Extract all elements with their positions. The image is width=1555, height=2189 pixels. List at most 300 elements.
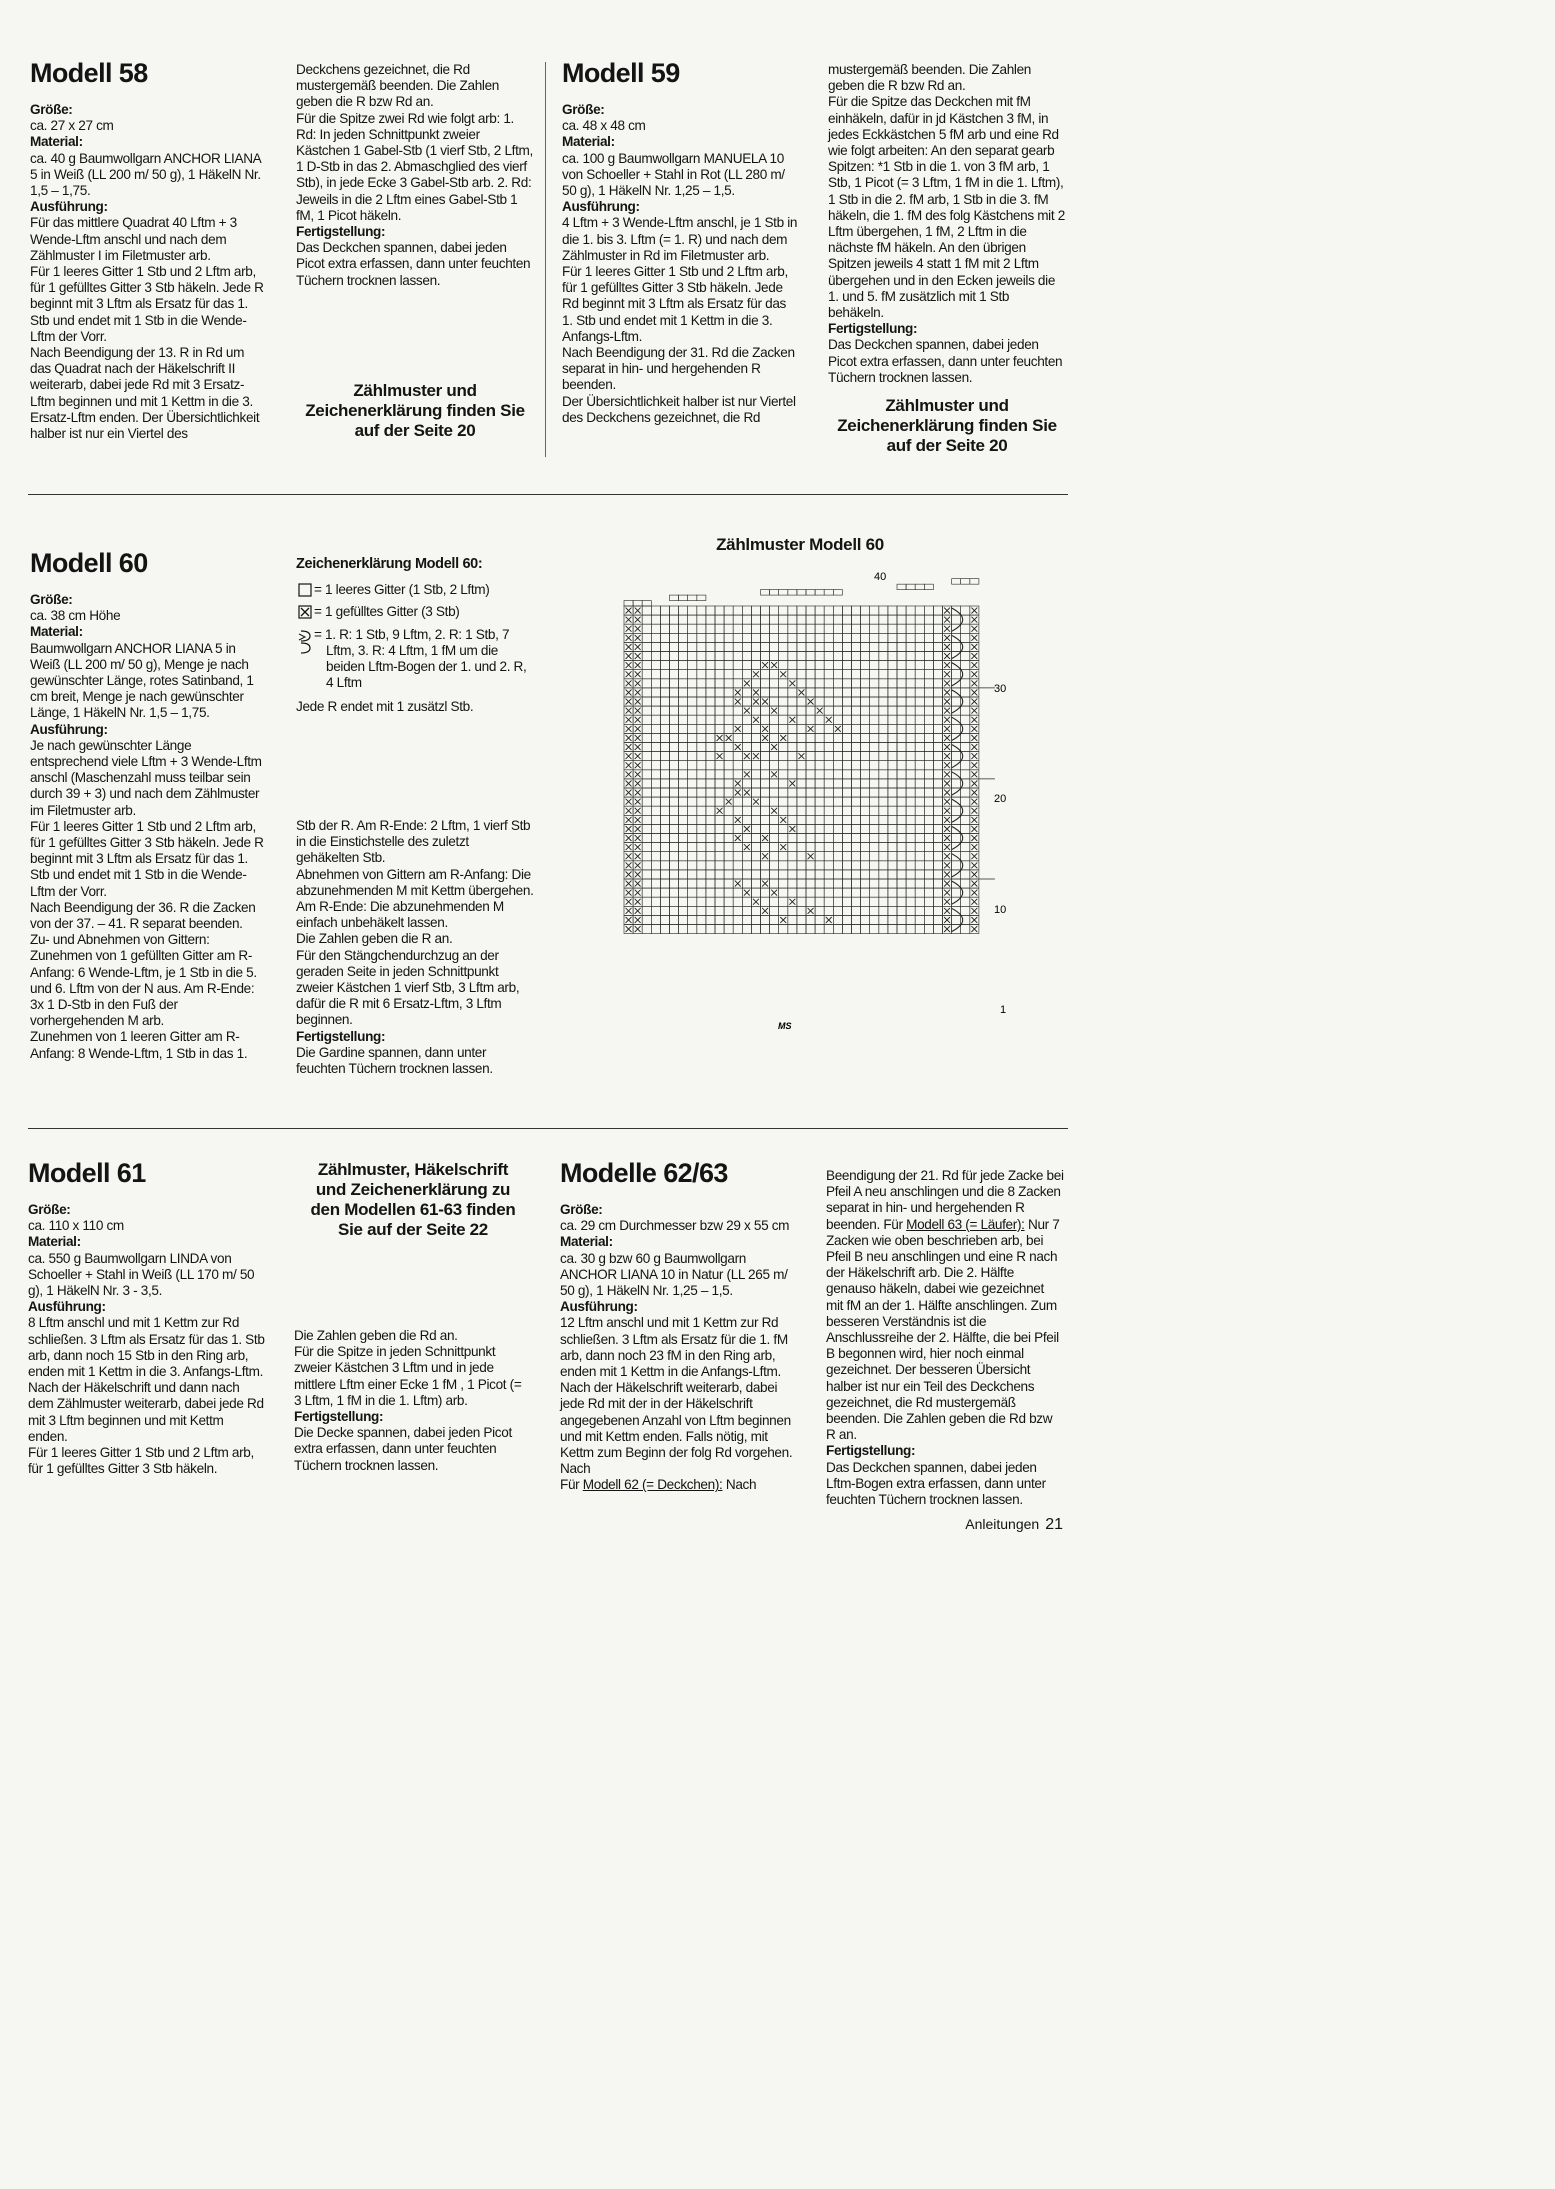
- grid-cell: [952, 888, 961, 897]
- grid-cell: [761, 870, 770, 879]
- section-divider: [28, 1128, 1068, 1129]
- grid-cell: [870, 843, 879, 852]
- grid-cell: [961, 925, 970, 934]
- grid-cell: [842, 806, 851, 815]
- grid-cell: [797, 888, 806, 897]
- filled-cell: [626, 626, 632, 632]
- grid-cell: [688, 715, 697, 724]
- grid-cell: [651, 925, 660, 934]
- grid-cell: [670, 806, 679, 815]
- grid-cell: [642, 715, 651, 724]
- grid-cell: [924, 824, 933, 833]
- grid-cell: [651, 733, 660, 742]
- grid-cell: [715, 688, 724, 697]
- filled-cell: [944, 899, 950, 905]
- grid-cell: [779, 925, 788, 934]
- grid-cell: [915, 770, 924, 779]
- grid-cell: [952, 724, 961, 733]
- grid-cell: [706, 688, 715, 697]
- fertigstellung-text: Die Gardine spannen, dann unter feuchten Tüchern trocknen lassen.: [296, 1044, 493, 1077]
- grid-cell: [824, 852, 833, 861]
- grid-cell: [933, 624, 942, 633]
- grid-cell: [797, 834, 806, 843]
- continued-paragraph: Stb der R. Am R-Ende: 2 Lftm, 1 vierf Stb in die Einstichstelle des zuletzt gehäkelten Stb.: [296, 818, 531, 866]
- grid-cell: [915, 679, 924, 688]
- grid-cell: [706, 770, 715, 779]
- grid-cell: [697, 925, 706, 934]
- ausfuehrung-paragraph: Nach Beendigung der 36. R die Zacken von der 37. – 41. R separat beenden.: [30, 899, 256, 932]
- grid-cell: [697, 897, 706, 906]
- grid-cell: [806, 761, 815, 770]
- grid-cell: [733, 652, 742, 661]
- grid-cell: [842, 897, 851, 906]
- grid-cell: [697, 843, 706, 852]
- grid-cell: [688, 615, 697, 624]
- ausfuehrung-paragraph: 8 Lftm anschl und mit 1 Kettm zur Rd schließen. 3 Lftm als Ersatz für das 1. Stb arb, dann noch 15 Stb in den Ring arb, enden mit 1 Kettm in die 3. Anfangs-Lftm. Nach der Häkelschrift und dann nach dem Zählmuster weiterarb, dabei jede Rd mit 3 Lftm beginnen und mit Kettm enden.: [28, 1315, 265, 1444]
- grid-cell: [779, 852, 788, 861]
- grid-cell: [779, 788, 788, 797]
- grid-cell: [660, 834, 669, 843]
- filled-cell: [717, 735, 723, 741]
- grid-cell: [870, 752, 879, 761]
- grid-cell: [888, 906, 897, 915]
- filled-cell: [944, 735, 950, 741]
- footer-section-label: Anleitungen: [965, 1516, 1040, 1532]
- grid-cell: [788, 797, 797, 806]
- grid-cell: [770, 642, 779, 651]
- chart-title: Zählmuster Modell 60: [716, 535, 884, 554]
- grid-cell: [779, 888, 788, 897]
- filled-cell: [789, 826, 795, 832]
- grid-cell: [852, 915, 861, 924]
- grid-cell: [924, 770, 933, 779]
- grid-cell: [788, 879, 797, 888]
- grid-cell: [733, 706, 742, 715]
- grid-cell: [733, 679, 742, 688]
- grid-cell: [642, 788, 651, 797]
- grid-cell: [706, 633, 715, 642]
- grid-cell: [724, 834, 733, 843]
- filled-cell: [635, 762, 641, 768]
- filled-cell: [971, 926, 977, 932]
- grid-cell: [924, 688, 933, 697]
- filled-cell: [944, 617, 950, 623]
- grid-cell: [651, 843, 660, 852]
- grid-cell: [833, 606, 842, 615]
- grid-cell: [888, 661, 897, 670]
- grid-cell: [742, 761, 751, 770]
- grid-cell: [870, 770, 879, 779]
- groesse-value: ca. 110 x 110 cm: [28, 1218, 124, 1234]
- filled-cell: [635, 690, 641, 696]
- grid-cell: [788, 806, 797, 815]
- grid-cell: [715, 652, 724, 661]
- grid-cell: [779, 743, 788, 752]
- grid-cell: [733, 915, 742, 924]
- grid-cell: [642, 606, 651, 615]
- grid-cell: [879, 706, 888, 715]
- grid-cell: [888, 815, 897, 824]
- grid-cell: [961, 824, 970, 833]
- grid-cell: [788, 815, 797, 824]
- grid-cell: [824, 652, 833, 661]
- filled-cell: [744, 680, 750, 686]
- grid-cell: [751, 879, 760, 888]
- grid-cell: [897, 834, 906, 843]
- grid-cell: [697, 733, 706, 742]
- grid-cell: [660, 606, 669, 615]
- grid-cell: [761, 761, 770, 770]
- grid-cell: [852, 733, 861, 742]
- grid-cell: [824, 870, 833, 879]
- grid-cell: [888, 761, 897, 770]
- grid-cell: [733, 770, 742, 779]
- legend-item-empty: [296, 582, 534, 598]
- filled-cell: [744, 708, 750, 714]
- groesse-label: Größe:: [30, 102, 73, 117]
- grid-cell: [879, 615, 888, 624]
- grid-cell: [861, 779, 870, 788]
- grid-cell: [706, 879, 715, 888]
- grid-cell: [906, 824, 915, 833]
- grid-cell: [797, 852, 806, 861]
- filled-cell: [835, 726, 841, 732]
- grid-cell: [897, 761, 906, 770]
- material-label: Material:: [560, 1234, 613, 1250]
- grid-cell: [688, 834, 697, 843]
- grid-cell: [833, 652, 842, 661]
- filled-cell: [635, 853, 641, 859]
- filled-cell: [626, 744, 632, 750]
- grid-cell: [742, 925, 751, 934]
- grid-cell: [852, 743, 861, 752]
- grid-cell: [852, 852, 861, 861]
- grid-cell: [879, 906, 888, 915]
- grid-cell: [751, 806, 760, 815]
- grid-cell: [697, 715, 706, 724]
- grid-cell: [879, 642, 888, 651]
- grid-cell: [924, 661, 933, 670]
- grid-cell: [852, 679, 861, 688]
- grid-cell: [824, 624, 833, 633]
- grid-cell: [870, 697, 879, 706]
- grid-cell: [806, 915, 815, 924]
- grid-cell: [824, 797, 833, 806]
- grid-cell: [906, 906, 915, 915]
- grid-cell: [751, 770, 760, 779]
- grid-cell: [879, 688, 888, 697]
- grid-cell: [933, 724, 942, 733]
- filled-cell: [971, 644, 977, 650]
- grid-cell: [660, 670, 669, 679]
- ausfuehrung-label: Ausführung:: [30, 199, 108, 215]
- grid-cell: [897, 906, 906, 915]
- grid-cell: [724, 679, 733, 688]
- grid-cell: [870, 606, 879, 615]
- grid-cell: [679, 870, 688, 879]
- grid-cell: [642, 852, 651, 861]
- grid-cell: [715, 925, 724, 934]
- grid-cell: [733, 925, 742, 934]
- grid-cell: [788, 688, 797, 697]
- grid-cell: [806, 824, 815, 833]
- grid-cell: [852, 906, 861, 915]
- grid-cell: [724, 915, 733, 924]
- grid-cell: [933, 897, 942, 906]
- grid-cell: [724, 697, 733, 706]
- grid-cell: [742, 661, 751, 670]
- grid-cell: [779, 688, 788, 697]
- grid-cell: [906, 679, 915, 688]
- continued-paragraph: Für die Spitze das Deckchen mit fM einhäkeln, dafür in jd Kästchen 3 fM, in jedes Eckkästchen 5 fM arb und eine Rd wie folgt arbeiten: An den separat gearb Spitzen: *1 Stb in die 1. von 3 fM arb, 1 Stb, 1 Picot (= 3 Lftm, 1 fM in die 1. Lftm), 1 Stb in die 2. fM arb, 1 Stb in die 3. fM häkeln, die 1. fM des folg Kästchens mit 2 Lftm übergehen, 1 fM, 2 Lftm in die nächste fM häkeln. An den übrigen Spitzen jeweils 4 statt 1 fM mit 2 Lftm übergehen und in den Ecken jeweils die 1. und 5. fM zusätzlich mit 1 Stb behäkeln.: [828, 94, 1065, 321]
- grid-cell: [715, 815, 724, 824]
- fertigstellung-label: Fertigstellung:: [296, 224, 386, 240]
- grid-cell: [870, 806, 879, 815]
- grid-cell: [733, 843, 742, 852]
- grid-cell: [806, 679, 815, 688]
- grid-cell: [788, 861, 797, 870]
- grid-cell: [915, 824, 924, 833]
- grid-cell: [933, 915, 942, 924]
- grid-cell: [852, 797, 861, 806]
- grid-cell: [842, 661, 851, 670]
- grid-cell: [852, 752, 861, 761]
- grid-cell: [888, 724, 897, 733]
- grid-cell: [961, 624, 970, 633]
- grid-cell: [852, 897, 861, 906]
- grid-cell: [833, 906, 842, 915]
- grid-cell: [642, 815, 651, 824]
- fertigstellung-label: Fertigstellung:: [828, 321, 918, 337]
- grid-cell: [706, 861, 715, 870]
- filled-cell: [971, 699, 977, 705]
- grid-cell: [861, 861, 870, 870]
- scallop-arc: [952, 745, 963, 768]
- grid-cell: [933, 606, 942, 615]
- grid-cell: [806, 670, 815, 679]
- grid-cell: [724, 761, 733, 770]
- groesse-value: ca. 29 cm Durchmesser bzw 29 x 55 cm: [560, 1218, 790, 1234]
- grid-cell: [651, 815, 660, 824]
- grid-cell: [852, 770, 861, 779]
- grid-cell: [924, 906, 933, 915]
- filled-cell: [762, 835, 768, 841]
- grid-cell: [888, 870, 897, 879]
- filled-cell: [944, 799, 950, 805]
- grid-cell: [906, 925, 915, 934]
- grid-cell: [715, 779, 724, 788]
- grid-cell: [915, 743, 924, 752]
- grid-cell: [651, 906, 660, 915]
- grid-cell: [879, 843, 888, 852]
- grid-cell: [706, 834, 715, 843]
- grid-cell: [842, 852, 851, 861]
- grid-cell: [952, 752, 961, 761]
- grid-cell: [642, 642, 651, 651]
- grid-cell: [724, 888, 733, 897]
- material-label: Material:: [562, 134, 615, 150]
- grid-cell: [824, 743, 833, 752]
- grid-cell: [779, 715, 788, 724]
- grid-cell: [797, 633, 806, 642]
- grid-cell: [906, 715, 915, 724]
- grid-cell: [651, 724, 660, 733]
- grid-cell: [779, 642, 788, 651]
- scallop-arc: [952, 799, 963, 822]
- grid-cell: [642, 752, 651, 761]
- grid-cell: [697, 815, 706, 824]
- grid-cell: [933, 788, 942, 797]
- page-footer: [965, 1516, 1063, 1534]
- scallop-arc: [952, 881, 963, 904]
- grid-cell: [906, 743, 915, 752]
- grid-cell: [770, 852, 779, 861]
- grid-cell: [897, 706, 906, 715]
- filled-cell: [626, 908, 632, 914]
- grid-cell: [842, 824, 851, 833]
- grid-cell: [706, 615, 715, 624]
- grid-cell: [715, 661, 724, 670]
- grid-cell: [961, 788, 970, 797]
- grid-cell: [797, 679, 806, 688]
- grid-cell: [961, 770, 970, 779]
- grid-cell: [651, 642, 660, 651]
- grid-cell: [906, 661, 915, 670]
- grid-cell: [751, 870, 760, 879]
- grid-cell: [670, 661, 679, 670]
- filled-cell: [735, 835, 741, 841]
- grid-cell: [660, 915, 669, 924]
- filled-cell: [789, 899, 795, 905]
- grid-cell: [797, 861, 806, 870]
- grid-cell: [806, 788, 815, 797]
- grid-cell: [651, 688, 660, 697]
- grid-cell: [842, 724, 851, 733]
- grid-cell: [706, 797, 715, 806]
- grid-cell: [697, 743, 706, 752]
- filled-cell: [626, 817, 632, 823]
- grid-cell: [733, 661, 742, 670]
- grid-cell: [751, 679, 760, 688]
- grid-cell: [715, 706, 724, 715]
- grid-cell: [842, 606, 851, 615]
- modell-59-continued: [828, 62, 1066, 456]
- fertigstellung-label: Fertigstellung:: [826, 1443, 916, 1459]
- grid-cell: [906, 915, 915, 924]
- grid-cell: [906, 779, 915, 788]
- crown-cell: [788, 590, 797, 595]
- grid-cell: [770, 797, 779, 806]
- grid-cell: [842, 752, 851, 761]
- grid-cell: [679, 761, 688, 770]
- grid-cell: [861, 615, 870, 624]
- grid-cell: [879, 824, 888, 833]
- grid-cell: [660, 788, 669, 797]
- grid-cell: [788, 743, 797, 752]
- grid-cell: [897, 897, 906, 906]
- grid-cell: [679, 679, 688, 688]
- filled-cell: [944, 753, 950, 759]
- grid-cell: [806, 633, 815, 642]
- filled-cell: [626, 872, 632, 878]
- filled-cell: [626, 826, 632, 832]
- grid-cell: [879, 697, 888, 706]
- grid-cell: [861, 788, 870, 797]
- filled-cell: [626, 762, 632, 768]
- grid-cell: [660, 733, 669, 742]
- grid-cell: [733, 906, 742, 915]
- grid-cell: [660, 806, 669, 815]
- grid-cell: [961, 797, 970, 806]
- filled-cell: [635, 617, 641, 623]
- grid-cell: [761, 797, 770, 806]
- filled-cell: [944, 926, 950, 932]
- modell-58-column: [30, 58, 268, 442]
- grid-cell: [879, 652, 888, 661]
- modell-63-reference: Modell 63 (= Läufer):: [906, 1216, 1025, 1232]
- filled-cell: [780, 844, 786, 850]
- filled-cell: [635, 890, 641, 896]
- filled-cell: [971, 690, 977, 696]
- grid-cell: [688, 843, 697, 852]
- grid-cell: [915, 925, 924, 934]
- filled-cell: [971, 608, 977, 614]
- grid-cell: [833, 788, 842, 797]
- grid-cell: [806, 779, 815, 788]
- grid-cell: [688, 870, 697, 879]
- grid-cell: [679, 706, 688, 715]
- grid-cell: [733, 670, 742, 679]
- filled-cell: [735, 744, 741, 750]
- grid-cell: [815, 861, 824, 870]
- grid-cell: [852, 834, 861, 843]
- grid-cell: [797, 843, 806, 852]
- grid-cell: [697, 888, 706, 897]
- grid-cell: [715, 770, 724, 779]
- grid-cell: [679, 879, 688, 888]
- grid-cell: [642, 733, 651, 742]
- grid-cell: [751, 633, 760, 642]
- crown-cell: [824, 590, 833, 595]
- grid-cell: [915, 915, 924, 924]
- grid-cell: [906, 870, 915, 879]
- grid-cell: [770, 670, 779, 679]
- grid-cell: [924, 788, 933, 797]
- grid-cell: [815, 615, 824, 624]
- filled-cell: [799, 753, 805, 759]
- grid-cell: [706, 824, 715, 833]
- grid-cell: [906, 633, 915, 642]
- grid-cell: [879, 897, 888, 906]
- grid-cell: [688, 606, 697, 615]
- grid-cell: [924, 642, 933, 651]
- filled-cell: [771, 890, 777, 896]
- grid-cell: [706, 843, 715, 852]
- grid-cell: [897, 843, 906, 852]
- ausfuehrung-label: Ausführung:: [560, 1299, 638, 1315]
- grid-cell: [879, 670, 888, 679]
- grid-cell: [933, 861, 942, 870]
- grid-cell: [742, 624, 751, 633]
- grid-cell: [761, 652, 770, 661]
- ausfuehrung-paragraph: Zunehmen von 1 gefüllten Gitter am R-Anfang: 6 Wende-Lftm, je 1 Stb in die 5. und 6. Lftm von der N aus. Am R-Ende: 3x 1 D-Stb in den Fuß der vorhergehenden M arb.: [30, 948, 257, 1029]
- grid-cell: [706, 870, 715, 879]
- crown-cell: [633, 601, 642, 606]
- grid-cell: [651, 615, 660, 624]
- grid-cell: [670, 779, 679, 788]
- grid-cell: [779, 824, 788, 833]
- filled-cell: [753, 753, 759, 759]
